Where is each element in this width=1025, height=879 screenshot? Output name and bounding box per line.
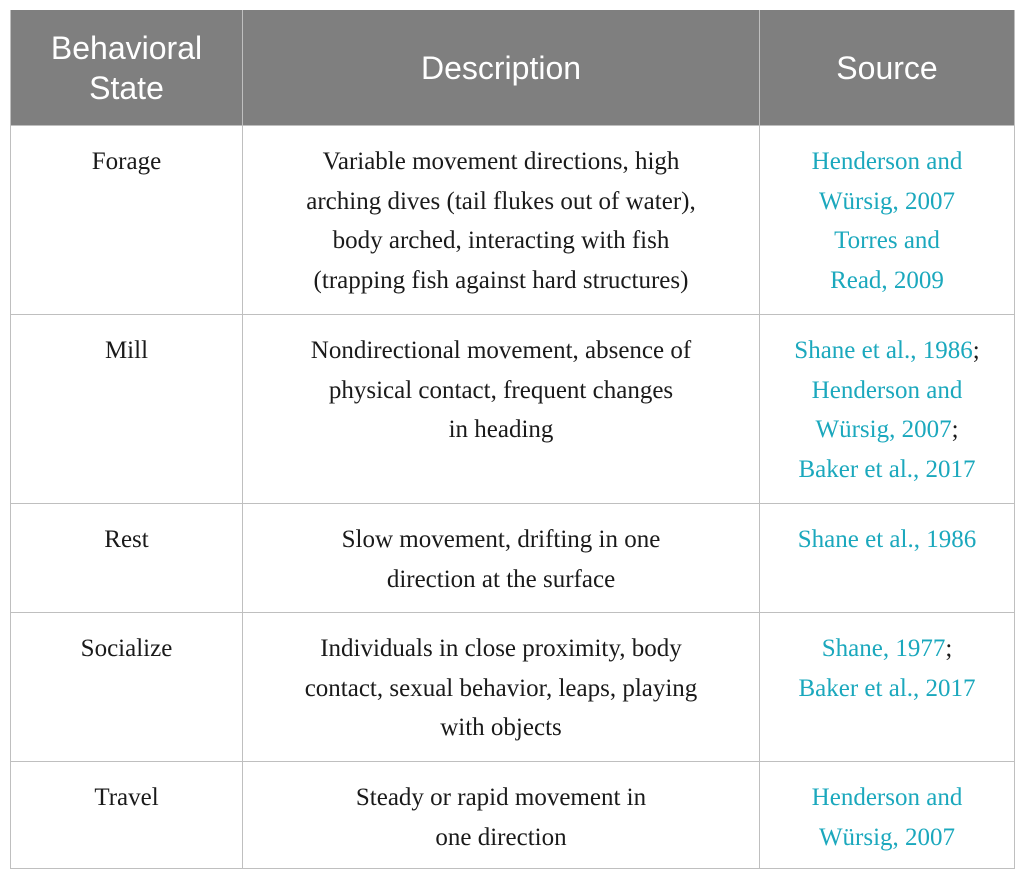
source-cell	[760, 613, 1015, 762]
source-link[interactable]: Shane, 1977	[821, 635, 946, 662]
separator: ;	[945, 635, 953, 662]
separator: ;	[972, 337, 980, 364]
source-cell	[760, 504, 1015, 613]
table-row-socialize	[11, 613, 1015, 762]
description-cell	[243, 613, 760, 762]
source-link[interactable]: Henderson and	[811, 784, 963, 811]
description-line: in heading	[448, 416, 554, 443]
source-link[interactable]: Würsig, 2007	[818, 823, 956, 851]
behavior-table-container	[10, 10, 1014, 869]
behavior-table	[10, 10, 1015, 869]
state-cell: Travel	[11, 762, 243, 869]
header-state-line-2: State	[89, 69, 164, 106]
source-link[interactable]: Würsig, 2007	[815, 416, 952, 443]
source-cell	[760, 126, 1015, 315]
source-cell	[760, 315, 1015, 504]
source-link[interactable]: Torres and	[834, 227, 940, 254]
table-row-travel	[11, 762, 1015, 869]
table-row-rest	[11, 504, 1015, 613]
description-line: (trapping fish against hard structures)	[313, 266, 689, 294]
state-cell: Mill	[11, 315, 243, 504]
description-cell	[243, 315, 760, 504]
source-link[interactable]: Baker et al., 2017	[798, 674, 976, 702]
description-line: physical contact, frequent changes	[328, 376, 674, 404]
source-link[interactable]: Shane et al., 1986	[794, 337, 973, 364]
header-row	[11, 10, 1015, 126]
description-line: Variable movement directions, high	[322, 148, 680, 175]
header-state-line-1: Behavioral	[50, 29, 203, 66]
source-link[interactable]: Henderson and	[811, 148, 963, 175]
description-line: Slow movement, drifting in one	[341, 526, 661, 553]
table-row-forage	[11, 126, 1015, 315]
header-description: Description	[243, 10, 760, 126]
source-link[interactable]: Henderson and	[811, 376, 963, 404]
description-line: Nondirectional movement, absence of	[310, 337, 692, 364]
description-line: contact, sexual behavior, leaps, playing	[304, 674, 698, 702]
state-cell: Socialize	[11, 613, 243, 762]
description-cell	[243, 126, 760, 315]
state-cell: Forage	[11, 126, 243, 315]
description-line: one direction	[435, 823, 567, 851]
table-row-mill	[11, 315, 1015, 504]
state-cell: Rest	[11, 504, 243, 613]
source-link[interactable]: Read, 2009	[830, 266, 944, 294]
source-link[interactable]: Shane et al., 1986	[797, 526, 977, 553]
header-source: Source	[760, 10, 1015, 126]
description-line: direction at the surface	[386, 565, 616, 593]
description-cell	[243, 762, 760, 869]
description-line: arching dives (tail flukes out of water),	[306, 187, 696, 215]
description-line: Individuals in close proximity, body	[320, 635, 682, 662]
description-line: Steady or rapid movement in	[355, 784, 647, 811]
description-line: body arched, interacting with fish	[332, 227, 670, 254]
description-line: with objects	[440, 714, 562, 741]
source-link[interactable]: Würsig, 2007	[818, 187, 956, 215]
description-cell	[243, 504, 760, 613]
separator: ;	[951, 416, 959, 443]
header-behavioral-state	[11, 10, 243, 126]
source-cell	[760, 762, 1015, 869]
source-link[interactable]: Baker et al., 2017	[798, 455, 976, 483]
